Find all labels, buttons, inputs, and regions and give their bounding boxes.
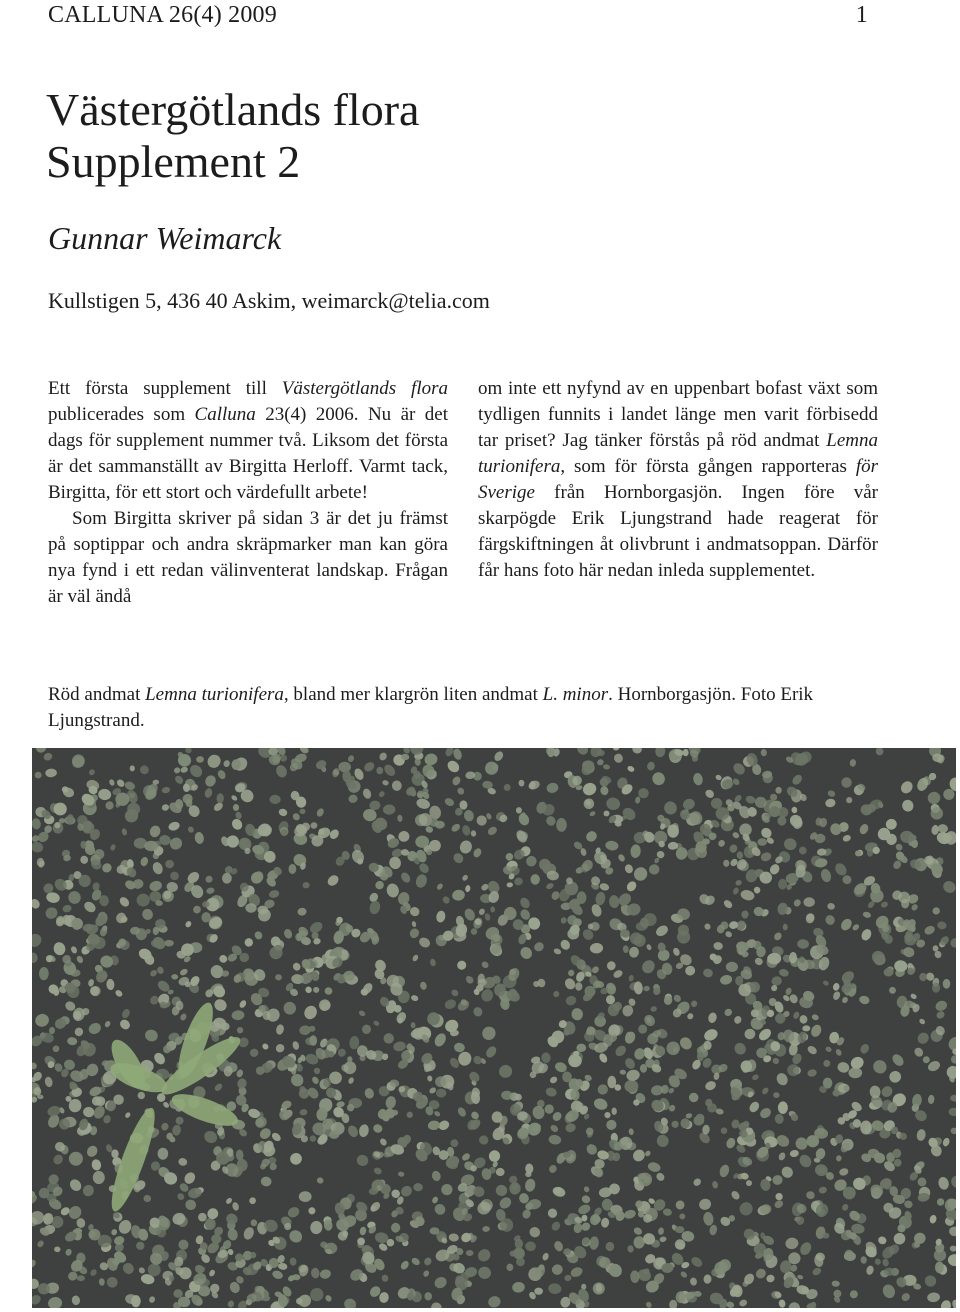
cont-text-3: från Hornborgasjön. Ingen före vår skarpögde Erik Ljungstrand hade reagerat för färgskiftningen åt olivbrunt i andmatsoppan. Därför får hans foto här nedan inleda supplementet. bbox=[478, 482, 878, 581]
second-text-1: Som Birgitta skriver på sidan 3 är det ju främst på soptippar och andra skräpmarker man kan göra nya fynd i ett redan välinventerat landskap. Frågan är väl ändå bbox=[48, 508, 448, 607]
title-line-2: Supplement 2 bbox=[46, 136, 301, 187]
cont-italic-lemna: Lemna turionifera bbox=[478, 430, 878, 477]
author-name: Gunnar Weimarck bbox=[48, 220, 282, 256]
intro-text-3: 23(4) 2006. Nu är det dags för supplement nummer två. Liksom det första är det sammanställt av Birgitta Herloff. Varmt tack, Birgitta, för ett stort och värdefullt arbete! bbox=[48, 404, 448, 503]
page-number: 1 bbox=[855, 2, 868, 28]
article-title bbox=[46, 84, 646, 188]
title-line-1: Västergötlands flora bbox=[46, 84, 420, 135]
cont-italic-sverige: för Sverige bbox=[478, 456, 878, 503]
body-column-right bbox=[478, 376, 878, 584]
intro-italic-flora: Västergötlands flora bbox=[281, 378, 448, 399]
caption-italic-lemna: Lemna turionifera bbox=[145, 684, 284, 705]
paragraph-second bbox=[48, 506, 448, 610]
duckweed-photo bbox=[32, 748, 956, 1308]
journal-issue: CALLUNA 26(4) 2009 bbox=[48, 2, 277, 28]
running-head bbox=[48, 0, 868, 30]
intro-text-2: publicerades som bbox=[48, 404, 195, 425]
body-column-left bbox=[48, 376, 448, 610]
figure-caption bbox=[48, 682, 878, 734]
author-address: Kullstigen 5, 436 40 Askim, weimarck@telia.com bbox=[48, 288, 490, 313]
cont-text-1: om inte ett nyfynd av en uppenbart bofast växt som tydligen funnits i landet länge men varit förbisedd tar priset? Jag tänker förstås på röd andmat bbox=[478, 378, 878, 451]
intro-text-1: Ett första supplement till bbox=[48, 378, 282, 399]
intro-italic-calluna: Calluna bbox=[194, 404, 256, 425]
cont-text-2: , som för första gången rapporteras bbox=[560, 456, 856, 477]
paragraph-intro bbox=[48, 376, 448, 506]
caption-italic-minor: L. minor bbox=[542, 684, 609, 705]
duckweed-photo-graphic bbox=[32, 748, 956, 1308]
caption-text-1: Röd andmat bbox=[48, 684, 146, 705]
caption-text-3: . Hornborgasjön. Foto Erik Ljungstrand. bbox=[48, 684, 814, 731]
caption-text-2: , bland mer klargrön liten andmat bbox=[283, 684, 543, 705]
paragraph-second-continued bbox=[478, 376, 878, 584]
